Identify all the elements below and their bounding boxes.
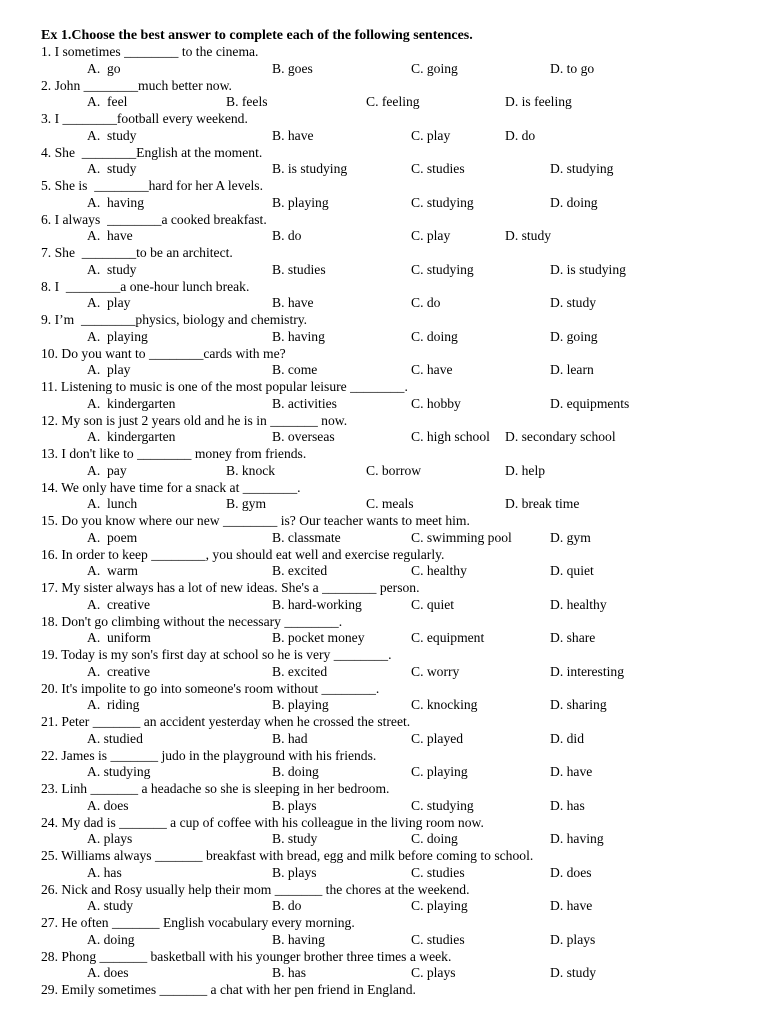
question-25-option-c: C. studies <box>411 864 465 880</box>
question-28-option-b: B. has <box>272 965 306 981</box>
question-5-option-d: D. doing <box>550 194 598 210</box>
question-11-options <box>41 396 761 413</box>
question-18-option-d: D. share <box>550 630 596 646</box>
question-12-options <box>41 429 761 446</box>
question-16-option-b: B. excited <box>272 563 328 579</box>
question-1-option-a: A. go <box>87 60 121 76</box>
question-20-option-a: A. riding <box>87 697 140 713</box>
question-2-option-b: B. feels <box>226 94 268 110</box>
question-27-options <box>41 932 761 949</box>
question-14-option-d: D. break time <box>505 496 580 512</box>
question-14-option-a: A. lunch <box>87 496 138 512</box>
question-21-option-c: C. played <box>411 730 464 746</box>
question-1-text: 1. I sometimes ________ to the cinema. <box>41 44 259 59</box>
question-26-text: 26. Nick and Rosy usually help their mom _______ the chores at the weekend. <box>41 881 470 897</box>
question-13-option-d: D. help <box>505 462 546 478</box>
question-26-option-a: A. study <box>87 898 134 914</box>
question-6-option-c: C. play <box>411 228 451 244</box>
question-11-option-c: C. hobby <box>411 395 461 411</box>
question-2-options <box>41 94 761 111</box>
question-24-option-b: B. study <box>272 831 318 847</box>
question-17-option-a: A. creative <box>87 596 151 612</box>
question-9-option-d: D. going <box>550 328 598 344</box>
question-10-option-c: C. have <box>411 362 453 378</box>
question-3-options <box>41 128 761 145</box>
question-8-option-b: B. have <box>272 295 314 311</box>
question-25-options <box>41 865 761 882</box>
question-18-option-b: B. pocket money <box>272 630 365 646</box>
question-2-text: 2. John ________much better now. <box>41 77 232 93</box>
question-10-option-a: A. play <box>87 362 131 378</box>
question-10-text: 10. Do you want to ________cards with me? <box>41 345 286 361</box>
question-7-option-c: C. studying <box>411 261 474 277</box>
question-20-option-d: D. sharing <box>550 697 607 713</box>
question-8-option-a: A. play <box>87 295 131 311</box>
question-24-options <box>41 831 761 848</box>
question-25-text: 25. Williams always _______ breakfast with bread, egg and milk before coming to school. <box>41 848 534 863</box>
question-26-option-b: B. do <box>272 898 302 914</box>
question-8-text: 8. I ________a one-hour lunch break. <box>41 278 250 294</box>
question-20-option-b: B. playing <box>272 697 329 713</box>
question-16-options <box>41 563 761 580</box>
question-21-option-a: A. studied <box>87 730 143 746</box>
question-19-option-c: C. worry <box>411 663 460 679</box>
question-5-text: 5. She is ________hard for her A levels. <box>41 178 263 193</box>
question-11-option-b: B. activities <box>272 395 337 411</box>
question-13-option-a: A. pay <box>87 462 127 478</box>
question-22-option-d: D. have <box>550 764 593 780</box>
question-11-text: 11. Listening to music is one of the most popular leisure ________. <box>41 379 408 394</box>
question-26-option-c: C. playing <box>411 898 468 914</box>
question-11-option-a: A. kindergarten <box>87 395 176 411</box>
question-10-option-d: D. learn <box>550 362 594 378</box>
question-18-option-c: C. equipment <box>411 630 485 646</box>
question-27-option-a: A. doing <box>87 931 135 947</box>
question-1-option-b: B. goes <box>272 60 313 76</box>
question-13-options <box>41 463 761 480</box>
question-21-text: 21. Peter _______ an accident yesterday when he crossed the street. <box>41 714 411 729</box>
question-17-option-b: B. hard-working <box>272 596 362 612</box>
question-17-text: 17. My sister always has a lot of new ideas. She's a ________ person. <box>41 580 420 595</box>
question-13-text: 13. I don't like to ________ money from friends. <box>41 446 307 461</box>
question-24-option-c: C. doing <box>411 831 458 847</box>
question-11-option-d: D. equipments <box>550 395 630 411</box>
question-19-option-b: B. excited <box>272 663 328 679</box>
question-1-options <box>41 61 761 78</box>
question-21-option-b: B. had <box>272 730 308 746</box>
question-15-text: 15. Do you know where our new ________ is? Our teacher wants to meet him. <box>41 513 470 528</box>
question-25-option-a: A. has <box>87 864 122 880</box>
question-8-options <box>41 295 761 312</box>
question-20-options <box>41 697 761 714</box>
question-16-option-a: A. warm <box>87 563 138 579</box>
question-6-option-a: A. have <box>87 228 133 244</box>
question-9-text: 9. I’m ________physics, biology and chemistry. <box>41 312 308 327</box>
question-9-options <box>41 329 761 346</box>
question-9-option-c: C. doing <box>411 328 458 344</box>
question-7-option-a: A. study <box>87 261 137 277</box>
question-18-options <box>41 630 761 647</box>
question-18-text: 18. Don't go climbing without the necessary ________. <box>41 613 343 629</box>
question-14-text: 14. We only have time for a snack at ________. <box>41 479 301 495</box>
question-4-option-b: B. is studying <box>272 161 348 177</box>
exercise-title: Ex 1.Choose the best answer to complete each of the following sentences. <box>41 28 473 43</box>
question-23-option-c: C. studying <box>411 797 474 813</box>
question-3-option-d: D. do <box>505 127 536 143</box>
question-7-option-d: D. is studying <box>550 261 626 277</box>
question-22-option-b: B. doing <box>272 764 319 780</box>
question-9-option-b: B. having <box>272 328 325 344</box>
question-5-option-a: A. having <box>87 194 145 210</box>
question-26-options <box>41 898 761 915</box>
question-2-option-a: A. feel <box>87 94 128 110</box>
question-12-option-c: C. high school <box>411 429 490 445</box>
question-3-text: 3. I ________football every weekend. <box>41 111 248 126</box>
question-17-options <box>41 597 761 614</box>
exercise-document <box>41 27 761 999</box>
question-3-option-b: B. have <box>272 127 314 143</box>
question-6-options <box>41 228 761 245</box>
question-14-option-b: B. gym <box>226 496 267 512</box>
question-24-option-d: D. having <box>550 831 604 847</box>
question-16-text: 16. In order to keep ________, you should eat well and exercise regularly. <box>41 546 445 562</box>
question-4-options <box>41 161 761 178</box>
question-15-options <box>41 530 761 547</box>
question-12-text: 12. My son is just 2 years old and he is in _______ now. <box>41 412 348 428</box>
question-29-text: 29. Emily sometimes _______ a chat with her pen friend in England. <box>41 982 416 997</box>
question-13-option-c: C. borrow <box>366 462 422 478</box>
question-3-option-c: C. play <box>411 127 451 143</box>
question-17-option-d: D. healthy <box>550 596 607 612</box>
question-1-option-c: C. going <box>411 60 458 76</box>
question-23-option-a: A. does <box>87 797 129 813</box>
question-8-option-d: D. study <box>550 295 597 311</box>
question-28-option-a: A. does <box>87 965 129 981</box>
question-12-option-d: D. secondary school <box>505 429 616 445</box>
question-18-option-a: A. uniform <box>87 630 151 646</box>
question-12-option-a: A. kindergarten <box>87 429 176 445</box>
question-15-option-b: B. classmate <box>272 529 341 545</box>
question-24-text: 24. My dad is _______ a cup of coffee with his colleague in the living room now. <box>41 814 484 830</box>
question-4-option-d: D. studying <box>550 161 614 177</box>
question-10-option-b: B. come <box>272 362 318 378</box>
question-28-text: 28. Phong _______ basketball with his younger brother three times a week. <box>41 948 452 964</box>
question-13-option-b: B. knock <box>226 462 276 478</box>
question-22-option-a: A. studying <box>87 764 151 780</box>
question-6-option-b: B. do <box>272 228 302 244</box>
question-5-option-b: B. playing <box>272 194 329 210</box>
question-6-text: 6. I always ________a cooked breakfast. <box>41 211 267 227</box>
question-27-text: 27. He often _______ English vocabulary every morning. <box>41 915 355 930</box>
question-7-text: 7. She ________to be an architect. <box>41 245 233 260</box>
question-23-option-d: D. has <box>550 797 585 813</box>
question-7-option-b: B. studies <box>272 261 326 277</box>
question-19-options <box>41 664 761 681</box>
question-19-option-a: A. creative <box>87 663 151 679</box>
question-23-option-b: B. plays <box>272 797 317 813</box>
question-6-option-d: D. study <box>505 228 552 244</box>
question-24-option-a: A. plays <box>87 831 133 847</box>
question-23-text: 23. Linh _______ a headache so she is sleeping in her bedroom. <box>41 781 390 796</box>
question-22-options <box>41 764 761 781</box>
question-14-option-c: C. meals <box>366 496 414 512</box>
question-16-option-c: C. healthy <box>411 563 467 579</box>
question-14-options <box>41 496 761 513</box>
question-26-option-d: D. have <box>550 898 593 914</box>
question-21-options <box>41 731 761 748</box>
question-28-option-d: D. study <box>550 965 597 981</box>
question-19-option-d: D. interesting <box>550 663 624 679</box>
question-15-option-c: C. swimming pool <box>411 529 512 545</box>
question-22-text: 22. James is _______ judo in the playground with his friends. <box>41 747 377 763</box>
question-16-option-d: D. quiet <box>550 563 594 579</box>
question-15-option-a: A. poem <box>87 529 138 545</box>
question-7-options <box>41 262 761 279</box>
question-27-option-c: C. studies <box>411 931 465 947</box>
question-17-option-c: C. quiet <box>411 596 455 612</box>
question-27-option-d: D. plays <box>550 931 596 947</box>
question-list <box>41 44 761 999</box>
question-2-option-c: C. feeling <box>366 94 420 110</box>
question-10-options <box>41 362 761 379</box>
question-15-option-d: D. gym <box>550 529 591 545</box>
question-4-option-c: C. studies <box>411 161 465 177</box>
question-22-option-c: C. playing <box>411 764 468 780</box>
question-28-option-c: C. plays <box>411 965 456 981</box>
question-20-option-c: C. knocking <box>411 697 478 713</box>
question-28-options <box>41 965 761 982</box>
question-12-option-b: B. overseas <box>272 429 335 445</box>
question-9-option-a: A. playing <box>87 328 148 344</box>
question-25-option-d: D. does <box>550 864 592 880</box>
question-23-options <box>41 798 761 815</box>
question-8-option-c: C. do <box>411 295 441 311</box>
question-2-option-d: D. is feeling <box>505 94 572 110</box>
question-20-text: 20. It's impolite to go into someone's room without ________. <box>41 680 380 696</box>
question-3-option-a: A. study <box>87 127 137 143</box>
question-4-option-a: A. study <box>87 161 137 177</box>
question-21-option-d: D. did <box>550 730 584 746</box>
question-27-option-b: B. having <box>272 931 325 947</box>
question-5-option-c: C. studying <box>411 194 474 210</box>
question-5-options <box>41 195 761 212</box>
question-4-text: 4. She ________English at the moment. <box>41 144 263 160</box>
question-25-option-b: B. plays <box>272 864 317 880</box>
question-1-option-d: D. to go <box>550 60 595 76</box>
question-19-text: 19. Today is my son's first day at school so he is very ________. <box>41 647 392 662</box>
